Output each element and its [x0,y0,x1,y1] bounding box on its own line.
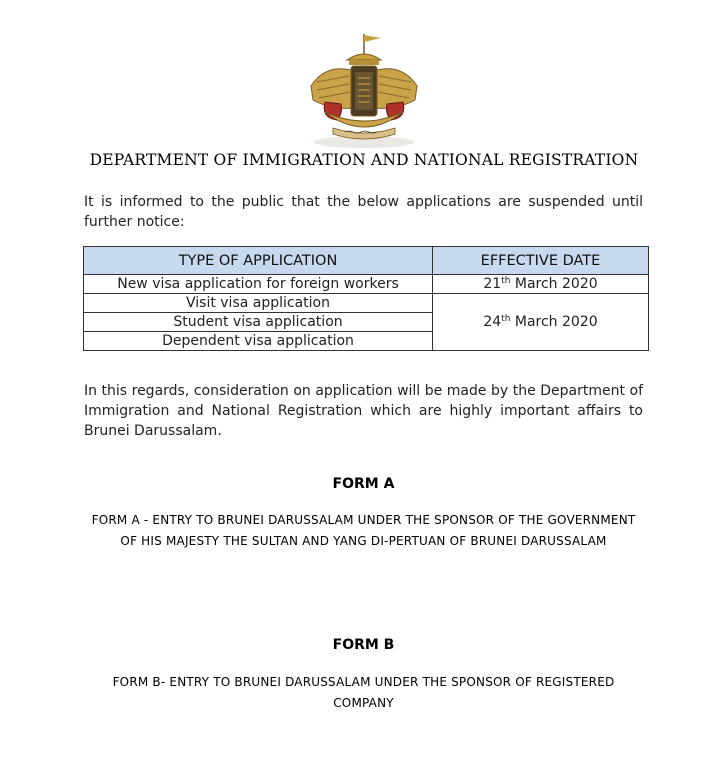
effective-date-cell [433,294,649,351]
date-month-year: March 2020 [510,276,598,292]
page-heading: DEPARTMENT OF IMMIGRATION AND NATIONAL REGISTRATION [89,151,639,169]
form-a-description: FORM A - ENTRY TO BRUNEI DARUSSALAM UNDER THE SPONSOR OF THE GOVERNMENT OF HIS MAJESTY THE SULTAN AND YANG DI-PERTUAN OF BRUNEI DARUSSALAM [91,513,636,548]
form-b-title: FORM B [332,637,395,653]
date-suffix: th [501,276,511,286]
table-row [84,294,649,313]
table-header-row [84,247,649,275]
suspended-applications-table [83,246,649,351]
date-month-year: March 2020 [510,314,598,330]
brunei-state-emblem-icon [303,30,425,148]
form-b-description: FORM B- ENTRY TO BRUNEI DARUSSALAM UNDER THE SPONSOR OF REGISTERED COMPANY [112,675,615,710]
application-type-cell: Visit visa application [84,294,433,313]
date-day: 24 [483,314,502,330]
column-header-type: TYPE OF APPLICATION [84,247,433,275]
effective-date-cell [433,275,649,294]
application-type-cell: New visa application for foreign workers [84,275,433,294]
application-type-cell: Student visa application [84,313,433,332]
date-day: 21 [483,276,502,292]
date-suffix: th [501,314,511,324]
table-row [84,275,649,294]
form-a-title: FORM A [332,476,395,492]
intro-text: It is informed to the public that the below applications are suspended until further notice: [84,194,643,230]
column-header-date: EFFECTIVE DATE [433,247,649,275]
application-type-cell: Dependent visa application [84,332,433,351]
consideration-paragraph: In this regards, consideration on application will be made by the Department of Immigration and National Registration which are highly important affairs to Brunei Darussalam. [84,383,643,439]
